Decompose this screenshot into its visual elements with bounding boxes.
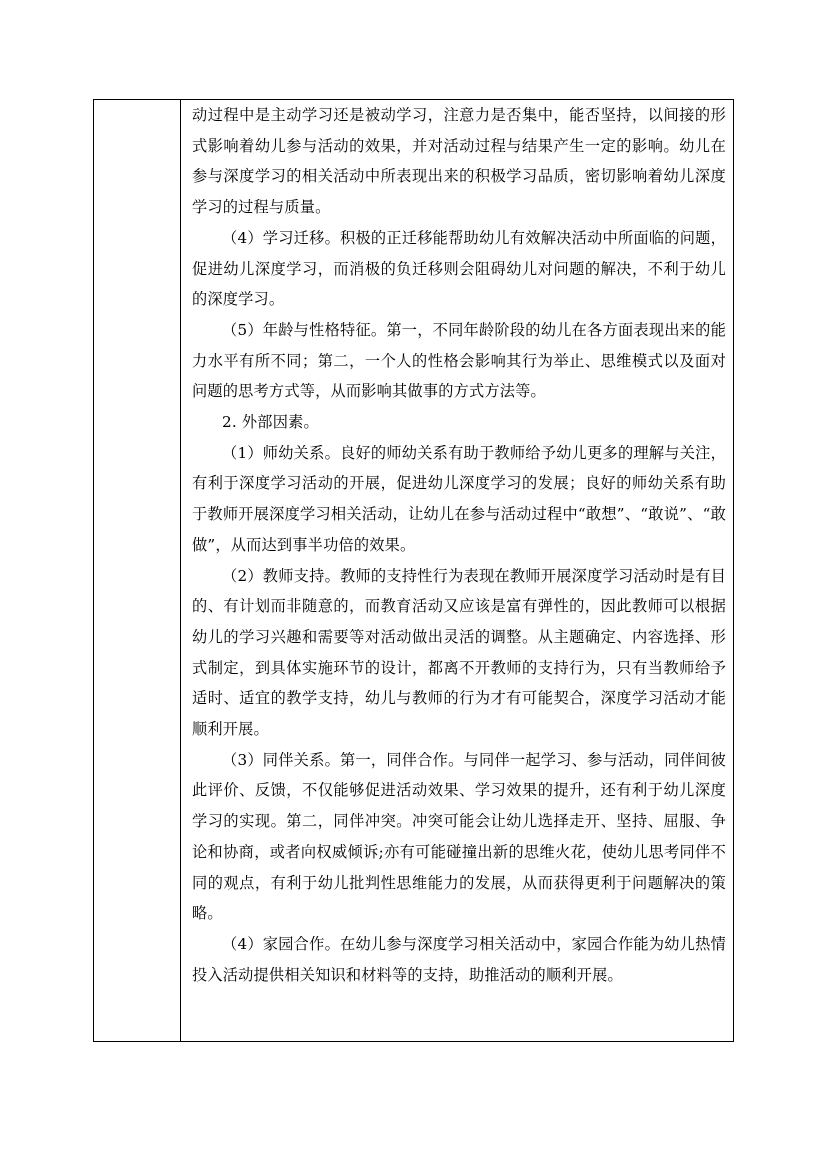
paragraph-peer-relationship: （3）同伴关系。第一，同伴合作。与同伴一起学习、参与活动，同伴间彼此评价、反馈，不仅能够促进活动效果、学习效果的提升，还有利于幼儿深度学习的实现。第二，同伴冲突。冲突可能会让幼儿选择走开、坚持、屈服、争论和协商，或者向权威倾诉;亦有可能碰撞出新的思维火花，使幼儿思考同伴不同的观点，有利于幼儿批判性思维能力的发展，从而获得更利于问题解决的策略。 [192,750,726,923]
paragraph-age-personality: （5）年龄与性格特征。第一，不同年龄阶段的幼儿在各方面表现出来的能力水平有所不同；第二，一个人的性格会影响其行为举止、思维模式以及面对问题的思考方式等，从而影响其做事的方式方法等。 [192,320,726,401]
heading-external-factors: 2. 外部因素。 [222,413,319,432]
table-left-column [94,100,181,1041]
paragraph-learning-transfer: （4）学习迁移。积极的正迁移能帮助幼儿有效解决活动中所面临的问题，促进幼儿深度学习，而消极的负迁移则会阻碍幼儿对问题的解决，不利于幼儿的深度学习。 [192,228,726,309]
paragraph-1: 动过程中是主动学习还是被动学习，注意力是否集中，能否坚持，以间接的形式影响着幼儿参与活动的效果，并对活动过程与结果产生一定的影响。幼儿在参与深度学习的相关活动中所表现出来的积极学习品质，密切影响着幼儿深度学习的过程与质量。 [192,106,726,217]
paragraph-teacher-child-relationship: （1）师幼关系。良好的师幼关系有助于教师给予幼儿更多的理解与关注，有利于深度学习活动的开展，促进幼儿深度学习的发展；良好的师幼关系有助于教师开展深度学习相关活动，让幼儿在参与活动过程中“敢想”、“敢说”、“敢做”，从而达到事半功倍的效果。 [192,443,726,554]
paragraph-home-school-cooperation: （4）家园合作。在幼儿参与深度学习相关活动中，家园合作能为幼儿热情投入活动提供相关知识和材料等的支持，助推活动的顺利开展。 [192,934,726,984]
document-table [93,99,734,1042]
table-content-cell [182,100,734,990]
paragraph-teacher-support: （2）教师支持。教师的支持性行为表现在教师开展深度学习活动时是有目的、有计划而非随意的，而教育活动又应该是富有弹性的，因此教师可以根据幼儿的学习兴趣和需要等对活动做出灵活的调整。从主题确定、内容选择、形式制定，到具体实施环节的设计，都离不开教师的支持行为，只有当教师给予适时、适宜的教学支持，幼儿与教师的行为才有可能契合，深度学习活动才能顺利开展。 [192,566,726,739]
